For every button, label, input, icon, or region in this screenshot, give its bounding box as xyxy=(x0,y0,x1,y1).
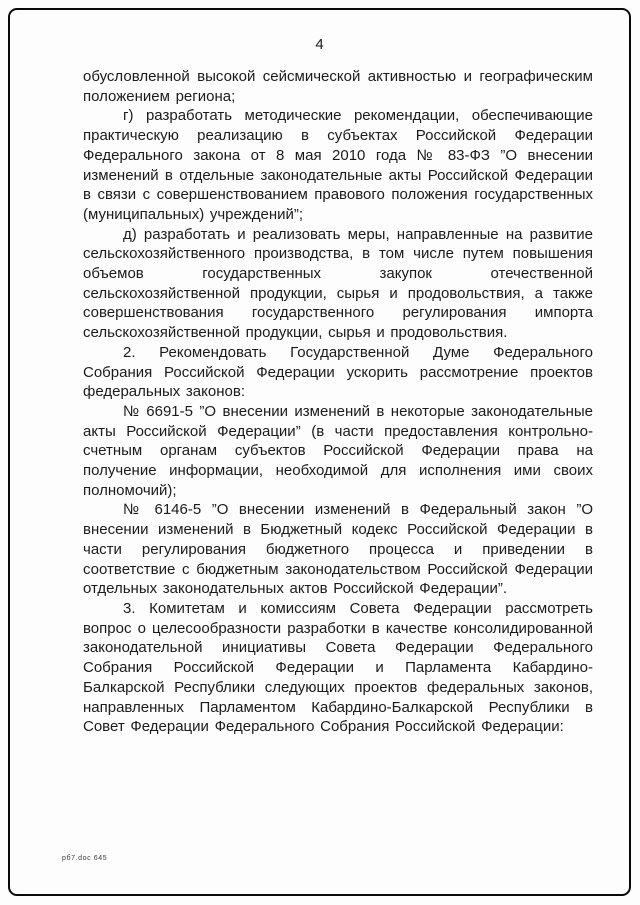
page-border xyxy=(8,8,631,896)
page-number: 4 xyxy=(315,36,324,53)
paragraph: № 6691-5 ”О внесении изменений в некоторые законодательные акты Российской Федерации” (в части предоставления контрольно-счетным органам субъектов Российской Федерации права на получение информации, необходимой для исполнения ими своих полномочий); xyxy=(83,402,593,499)
document-body xyxy=(83,67,593,737)
paragraph: 3. Комитетам и комиссиям Совета Федерации рассмотреть вопрос о целесообразности разработки в качестве консолидированной законодательной инициативы Совета Федерации Федерального Собрания Российской Федерации и Парламента Кабардино-Балкарской Республики следующих проектов федеральных законов, направленных Парламентом Кабардино-Балкарской Республики в Совет Федерации Федерального Собрания Российской Федерации: xyxy=(83,599,593,736)
footer-note: рб7.doc 645 xyxy=(62,855,108,862)
paragraph: г) разработать методические рекомендации, обеспечивающие практическую реализацию в субъектах Российской Федерации Федерального закона от 8 мая 2010 года № 83-ФЗ ”О внесении изменений в отдельные законодательные акты Российской Федерации в связи с совершенствованием правового положения государственных (муниципальных) учреждений”; xyxy=(83,107,593,223)
paragraph: обусловленной высокой сейсмической активностью и географическим положением региона; xyxy=(83,68,593,105)
paragraph: д) разработать и реализовать меры, направленные на развитие сельскохозяйственного производства, в том числе путем повышения объемов государственных закупок отечественной сельскохозяйственной продукции, сырья и продовольствия, а также совершенствования государственного регулирования импорта сельскохозяйственной продукции, сырья и продовольствия. xyxy=(83,225,593,342)
paragraph: № 6146-5 ”О внесении изменений в Федеральный закон ”О внесении изменений в Бюджетный кодекс Российской Федерации в части регулирования бюджетного процесса и приведении в соответствие с бюджетным законодательством Российской Федерации отдельных законодательных актов Российской Федерации”. xyxy=(83,501,593,598)
paragraph: 2. Рекомендовать Государственной Думе Федерального Собрания Российской Федерации ускорить рассмотрение проектов федеральных законов: xyxy=(83,343,593,401)
